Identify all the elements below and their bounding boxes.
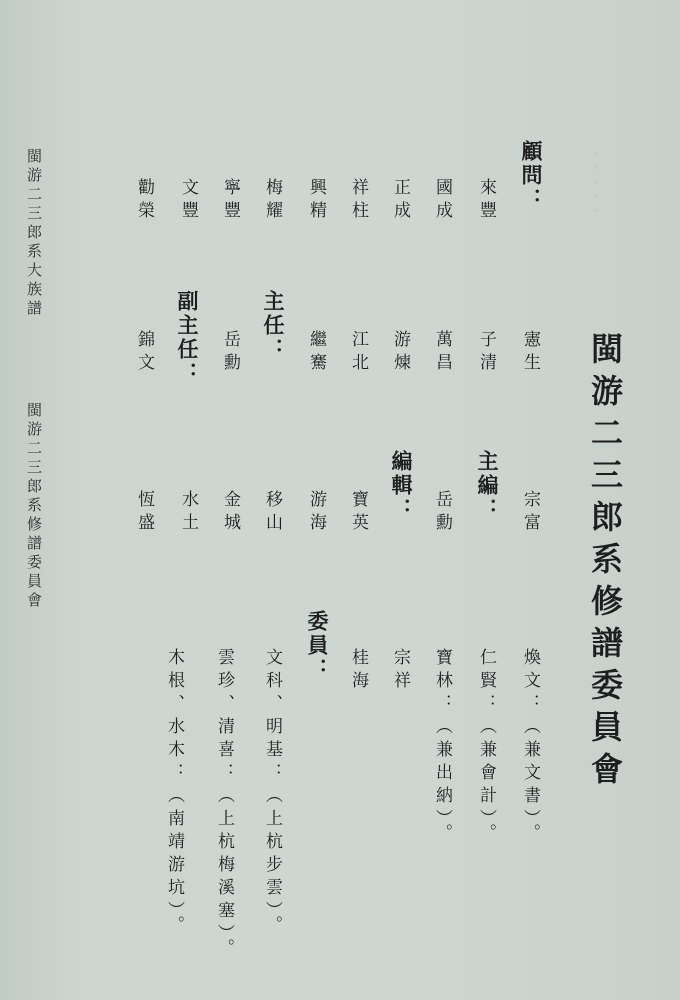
- name-cell: 興精: [306, 178, 326, 224]
- name-cell: 金城: [220, 490, 240, 536]
- name-cell: 國成: [432, 178, 452, 224]
- name-cell: 祥柱: [348, 178, 368, 224]
- name-cell: 岳勳: [220, 330, 240, 376]
- name-cell: 寶林：（兼出納）。: [432, 648, 452, 847]
- bleed-through-text: ·····: [585, 150, 609, 222]
- name-cell: 子清: [476, 330, 496, 376]
- name-cell: 寶英: [348, 490, 368, 536]
- name-cell: 繼騫: [306, 330, 326, 376]
- name-cell: 木根、水木：（南靖游坑）。: [164, 648, 184, 939]
- name-cell: 桂海: [348, 648, 368, 694]
- page-title: 閩游二三郎系修譜委員會: [586, 332, 624, 794]
- heading-chair: 主任：: [261, 290, 286, 362]
- name-cell: 來豐: [476, 178, 496, 224]
- heading-editors: 編輯：: [389, 450, 414, 522]
- heading-members: 委員：: [305, 610, 330, 682]
- name-cell: 雲珍、清喜：（上杭梅溪塞）。: [214, 648, 234, 962]
- name-cell: 宗祥: [390, 648, 410, 694]
- name-cell: 江北: [348, 330, 368, 376]
- name-cell: 水土: [178, 490, 198, 536]
- name-cell: 文科、明基：（上杭步雲）。: [262, 648, 282, 939]
- name-cell: 梅耀: [262, 178, 282, 224]
- name-cell: 岳勳: [432, 490, 452, 536]
- name-cell: 勸榮: [134, 178, 154, 224]
- name-cell: 恆盛: [134, 490, 154, 536]
- margin-committee-title: 閩游二三郎系修譜委員會: [25, 402, 43, 611]
- name-cell: 文豐: [178, 178, 198, 224]
- name-cell: 仁賢：（兼會計）。: [476, 648, 496, 847]
- name-cell: 正成: [390, 178, 410, 224]
- name-cell: 錦文: [134, 330, 154, 376]
- heading-chief-editor: 主編：: [475, 450, 500, 522]
- name-cell: 游海: [306, 490, 326, 536]
- name-cell: 宗富: [520, 490, 540, 536]
- heading-advisors: 顧問：: [519, 140, 544, 212]
- name-cell: 移山: [262, 490, 282, 536]
- heading-vice-chair: 副主任：: [175, 290, 200, 386]
- name-cell: 憲生: [520, 330, 540, 376]
- margin-book-title: 閩游二三郎系大族譜: [25, 148, 43, 319]
- name-cell: 煥文：（兼文書）。: [520, 648, 540, 847]
- name-cell: 寧豐: [220, 178, 240, 224]
- name-cell: 游煉: [390, 330, 410, 376]
- name-cell: 萬昌: [432, 330, 452, 376]
